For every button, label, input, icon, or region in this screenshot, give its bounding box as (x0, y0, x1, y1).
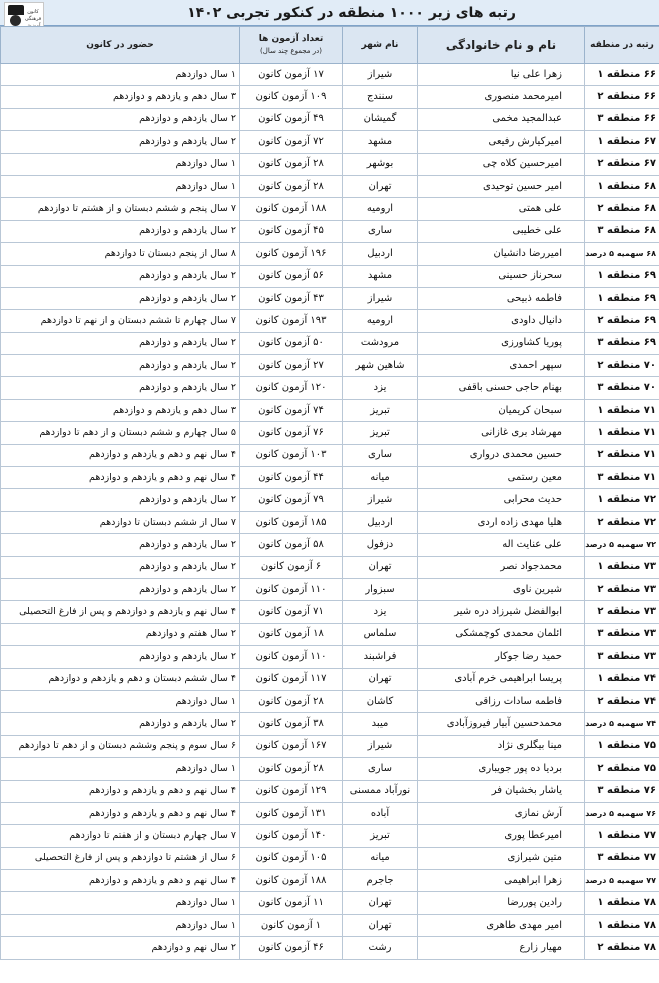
city-cell: کاشان (343, 690, 418, 712)
exams-cell: ۱۸ آزمون کانون (240, 623, 343, 645)
city-cell: فراشبند (343, 646, 418, 668)
table-row (1, 758, 659, 780)
rank-cell: ۶۶ منطقه ۲ (585, 86, 659, 108)
table-row (1, 467, 659, 489)
exams-cell: ۷۶ آزمون کانون (240, 422, 343, 444)
name-cell: عبدالمجید مخمی (418, 108, 585, 130)
rank-cell: ۶۹ منطقه ۱ (585, 287, 659, 309)
city-cell: سلماس (343, 623, 418, 645)
attendance-cell: ۳ سال دهم و یازدهم و دوازدهم (1, 86, 240, 108)
rank-cell: ۷۳ منطقه ۳ (585, 646, 659, 668)
table-row (1, 265, 659, 287)
rank-cell: ۶۶ منطقه ۳ (585, 108, 659, 130)
city-cell: مرودشت (343, 332, 418, 354)
city-cell: تهران (343, 914, 418, 936)
attendance-cell: ۲ سال یازدهم و دوازدهم (1, 287, 240, 309)
city-cell: ارومیه (343, 198, 418, 220)
attendance-cell: ۷ سال چهارم دبستان و از هفتم تا دوازدهم (1, 825, 240, 847)
exams-cell: ۱۴۰ آزمون کانون (240, 825, 343, 847)
city-cell: شاهین شهر (343, 355, 418, 377)
table-row (1, 623, 659, 645)
table-row (1, 914, 659, 936)
table-row (1, 310, 659, 332)
name-cell: علی همتی (418, 198, 585, 220)
city-cell: میبد (343, 713, 418, 735)
exams-cell: ۱۱۰ آزمون کانون (240, 578, 343, 600)
table-row (1, 489, 659, 511)
city-cell: شیراز (343, 64, 418, 86)
exams-cell: ۲۸ آزمون کانون (240, 153, 343, 175)
table-row (1, 422, 659, 444)
city-cell: تهران (343, 556, 418, 578)
rank-cell: ۷۲ منطقه ۱ (585, 489, 659, 511)
header-rank: رتبه در منطقه (585, 27, 659, 64)
rank-cell: ۶۸ منطقه ۲ (585, 198, 659, 220)
attendance-cell: ۶ سال سوم و پنجم وششم دبستان و از دهم تا دوازدهم (1, 735, 240, 757)
city-cell: تهران (343, 175, 418, 197)
city-cell: میانه (343, 467, 418, 489)
attendance-cell: ۶ سال از هشتم تا دوازدهم و پس از فارغ التحصیلی (1, 847, 240, 869)
header-exams-sub: (در مجموع چند سال) (260, 47, 322, 55)
exams-cell: ۱۰۵ آزمون کانون (240, 847, 343, 869)
name-cell: سپهر احمدی (418, 355, 585, 377)
name-cell: امیر مهدی طاهری (418, 914, 585, 936)
rank-cell: ۷۱ منطقه ۳ (585, 467, 659, 489)
city-cell: شیراز (343, 287, 418, 309)
exams-cell: ۴۹ آزمون کانون (240, 108, 343, 130)
attendance-cell: ۴ سال نهم و دهم و یازدهم و دوازدهم (1, 780, 240, 802)
city-cell: بوشهر (343, 153, 418, 175)
city-cell: سبزوار (343, 578, 418, 600)
exams-cell: ۱۰۳ آزمون کانون (240, 444, 343, 466)
rank-cell: ۶۸ منطقه ۱ (585, 175, 659, 197)
name-cell: حدیث محرابی (418, 489, 585, 511)
attendance-cell: ۲ سال یازدهم و دوازدهم (1, 108, 240, 130)
title-bar (0, 0, 659, 26)
table-row (1, 243, 659, 265)
attendance-cell: ۱ سال دوازدهم (1, 758, 240, 780)
city-cell: یزد (343, 377, 418, 399)
exams-cell: ۷۴ آزمون کانون (240, 399, 343, 421)
city-cell: ساری (343, 758, 418, 780)
attendance-cell: ۱ سال دوازدهم (1, 914, 240, 936)
rank-cell: ۶۷ منطقه ۲ (585, 153, 659, 175)
attendance-cell: ۲ سال یازدهم و دوازدهم (1, 131, 240, 153)
city-cell: ارومیه (343, 310, 418, 332)
attendance-cell: ۸ سال از پنجم دبستان تا دوازدهم (1, 243, 240, 265)
attendance-cell: ۲ سال یازدهم و دوازدهم (1, 265, 240, 287)
exams-cell: ۱۸۵ آزمون کانون (240, 511, 343, 533)
city-cell: دزفول (343, 534, 418, 556)
header-attendance: حضور در کانون (1, 27, 240, 64)
exams-cell: ۵۰ آزمون کانون (240, 332, 343, 354)
attendance-cell: ۷ سال پنجم و ششم دبستان و از هشتم تا دوازدهم (1, 198, 240, 220)
table-row (1, 131, 659, 153)
attendance-cell: ۴ سال ششم دبستان و دهم و یازدهم و دوازدهم (1, 668, 240, 690)
rank-cell: ۷۴ سهمیه ۵ درصد (585, 713, 659, 735)
city-cell: مشهد (343, 131, 418, 153)
attendance-cell: ۴ سال نهم و دهم و یازدهم و دوازدهم (1, 802, 240, 824)
table-row (1, 578, 659, 600)
table-row (1, 332, 659, 354)
exams-cell: ۱۳۱ آزمون کانون (240, 802, 343, 824)
exams-cell: ۵۸ آزمون کانون (240, 534, 343, 556)
attendance-cell: ۲ سال یازدهم و دوازدهم (1, 220, 240, 242)
city-cell: تهران (343, 668, 418, 690)
table-row (1, 287, 659, 309)
name-cell: زهرا ابراهیمی (418, 870, 585, 892)
city-cell: جاجرم (343, 870, 418, 892)
rank-cell: ۷۵ منطقه ۲ (585, 758, 659, 780)
exams-cell: ۴۶ آزمون کانون (240, 937, 343, 959)
exams-cell: ۱۹۶ آزمون کانون (240, 243, 343, 265)
name-cell: حمید رضا جوکار (418, 646, 585, 668)
table-row (1, 377, 659, 399)
rank-cell: ۷۳ منطقه ۳ (585, 623, 659, 645)
attendance-cell: ۲ سال نهم و دوازدهم (1, 937, 240, 959)
rank-cell: ۷۳ منطقه ۲ (585, 578, 659, 600)
page-title: رتبه های زیر ۱۰۰۰ منطقه در کنکور تجربی ۱۴۰۲ (187, 5, 516, 21)
header-exams (240, 27, 343, 64)
attendance-cell: ۱ سال دوازدهم (1, 153, 240, 175)
exams-cell: ۱۱ آزمون کانون (240, 892, 343, 914)
table-row (1, 175, 659, 197)
attendance-cell: ۳ سال دهم و یازدهم و دوازدهم (1, 399, 240, 421)
name-cell: متین شیرازی (418, 847, 585, 869)
name-cell: سحرناز حسینی (418, 265, 585, 287)
name-cell: محمدجواد نصر (418, 556, 585, 578)
exams-cell: ۱۸۸ آزمون کانون (240, 198, 343, 220)
name-cell: شیرین ناوی (418, 578, 585, 600)
table-row (1, 870, 659, 892)
rank-cell: ۷۳ منطقه ۱ (585, 556, 659, 578)
table-row (1, 713, 659, 735)
table-row (1, 690, 659, 712)
exams-cell: ۱۱۷ آزمون کانون (240, 668, 343, 690)
name-cell: هلیا مهدی زاده اردی (418, 511, 585, 533)
rank-cell: ۶۹ منطقه ۲ (585, 310, 659, 332)
attendance-cell: ۱ سال دوازدهم (1, 175, 240, 197)
rank-cell: ۷۲ منطقه ۲ (585, 511, 659, 533)
table-row (1, 780, 659, 802)
table-row (1, 534, 659, 556)
rank-cell: ۷۱ منطقه ۲ (585, 444, 659, 466)
attendance-cell: ۲ سال یازدهم و دوازدهم (1, 355, 240, 377)
table-row (1, 444, 659, 466)
city-cell: شیراز (343, 735, 418, 757)
name-cell: امیر حسین توحیدی (418, 175, 585, 197)
city-cell: شیراز (343, 489, 418, 511)
exams-cell: ۲۷ آزمون کانون (240, 355, 343, 377)
city-cell: تبریز (343, 422, 418, 444)
table-row (1, 601, 659, 623)
name-cell: دانیال داودی (418, 310, 585, 332)
exams-cell: ۱۰۹ آزمون کانون (240, 86, 343, 108)
exams-cell: ۱ آزمون کانون (240, 914, 343, 936)
exams-cell: ۷۹ آزمون کانون (240, 489, 343, 511)
city-cell: ساری (343, 220, 418, 242)
exams-cell: ۱۶۷ آزمون کانون (240, 735, 343, 757)
rank-cell: ۶۹ منطقه ۱ (585, 265, 659, 287)
header-city: نام شهر (343, 27, 418, 64)
city-cell: ساری (343, 444, 418, 466)
exams-cell: ۷۲ آزمون کانون (240, 131, 343, 153)
table-row (1, 937, 659, 959)
exams-cell: ۴۴ آزمون کانون (240, 467, 343, 489)
table-row (1, 825, 659, 847)
rank-cell: ۷۴ منطقه ۲ (585, 690, 659, 712)
table-header-row (1, 27, 659, 64)
exams-cell: ۴۳ آزمون کانون (240, 287, 343, 309)
name-cell: پریسا ابراهیمی خرم آبادی (418, 668, 585, 690)
city-cell: اردبیل (343, 511, 418, 533)
results-table (0, 26, 659, 960)
exams-cell: ۲۸ آزمون کانون (240, 690, 343, 712)
exams-cell: ۱۷ آزمون کانون (240, 64, 343, 86)
name-cell: محمدحسین آبیار فیروزآبادی (418, 713, 585, 735)
table-row (1, 86, 659, 108)
attendance-cell: ۲ سال یازدهم و دوازدهم (1, 534, 240, 556)
logo-text: کانون فرهنگی (24, 9, 42, 22)
city-cell: یزد (343, 601, 418, 623)
attendance-cell: ۱ سال دوازدهم (1, 690, 240, 712)
name-cell: علی خطیبی (418, 220, 585, 242)
graduation-cap-icon (8, 5, 24, 15)
name-cell: ائلمان محمدی کوچمشکی (418, 623, 585, 645)
rank-cell: ۷۲ سهمیه ۵ درصد (585, 534, 659, 556)
city-cell: نورآباد ممسنی (343, 780, 418, 802)
attendance-cell: ۷ سال چهارم تا ششم دبستان و از نهم تا دوازدهم (1, 310, 240, 332)
exams-cell: ۳۸ آزمون کانون (240, 713, 343, 735)
attendance-cell: ۵ سال چهارم و ششم دبستان و از دهم تا دوازدهم (1, 422, 240, 444)
table-row (1, 198, 659, 220)
table-row (1, 153, 659, 175)
table-row (1, 399, 659, 421)
attendance-cell: ۷ سال از ششم دبستان تا دوازدهم (1, 511, 240, 533)
city-cell: آباده (343, 802, 418, 824)
rank-cell: ۶۶ منطقه ۱ (585, 64, 659, 86)
name-cell: امیرمحمد منصوری (418, 86, 585, 108)
rank-cell: ۷۷ منطقه ۳ (585, 847, 659, 869)
rank-cell: ۷۰ منطقه ۳ (585, 377, 659, 399)
rank-cell: ۷۷ منطقه ۱ (585, 825, 659, 847)
exams-cell: ۷۱ آزمون کانون (240, 601, 343, 623)
rank-cell: ۷۱ منطقه ۱ (585, 422, 659, 444)
table-row (1, 802, 659, 824)
attendance-cell: ۴ سال نهم و دهم و یازدهم و دوازدهم (1, 467, 240, 489)
rank-cell: ۷۰ منطقه ۲ (585, 355, 659, 377)
attendance-cell: ۱ سال دوازدهم (1, 892, 240, 914)
attendance-cell: ۲ سال یازدهم و دوازدهم (1, 377, 240, 399)
attendance-cell: ۱ سال دوازدهم (1, 64, 240, 86)
city-cell: میانه (343, 847, 418, 869)
table-row (1, 892, 659, 914)
table-row (1, 668, 659, 690)
table-row (1, 646, 659, 668)
name-cell: فاطمه ذبیحی (418, 287, 585, 309)
exams-cell: ۱۹۳ آزمون کانون (240, 310, 343, 332)
table-row (1, 64, 659, 86)
attendance-cell: ۲ سال یازدهم و دوازدهم (1, 556, 240, 578)
name-cell: بهنام حاجی حسنی باقفی (418, 377, 585, 399)
rank-cell: ۷۳ منطقه ۲ (585, 601, 659, 623)
rank-cell: ۷۸ منطقه ۲ (585, 937, 659, 959)
name-cell: یاشار بخشیان فر (418, 780, 585, 802)
rank-cell: ۷۵ منطقه ۱ (585, 735, 659, 757)
attendance-cell: ۲ سال یازدهم و دوازدهم (1, 332, 240, 354)
exams-cell: ۴۵ آزمون کانون (240, 220, 343, 242)
exams-cell: ۵۶ آزمون کانون (240, 265, 343, 287)
rank-cell: ۷۸ منطقه ۱ (585, 914, 659, 936)
exams-cell: ۱۲۹ آزمون کانون (240, 780, 343, 802)
rank-cell: ۷۶ منطقه ۳ (585, 780, 659, 802)
city-cell: تهران (343, 892, 418, 914)
table-body (1, 64, 659, 960)
table-row (1, 220, 659, 242)
name-cell: مینا بیگلری نژاد (418, 735, 585, 757)
person-head-icon (10, 15, 21, 26)
rank-cell: ۶۸ منطقه ۳ (585, 220, 659, 242)
name-cell: حسین محمدی درواری (418, 444, 585, 466)
attendance-cell: ۴ سال نهم و یازدهم و دوازدهم و پس از فارغ التحصیلی (1, 601, 240, 623)
name-cell: زهرا علی نیا (418, 64, 585, 86)
name-cell: امیرکیارش رفیعی (418, 131, 585, 153)
rank-cell: ۷۶ سهمیه ۵ درصد (585, 802, 659, 824)
table-row (1, 108, 659, 130)
city-cell: تبریز (343, 399, 418, 421)
exams-cell: ۲۸ آزمون کانون (240, 758, 343, 780)
rank-cell: ۶۸ سهمیه ۵ درصد (585, 243, 659, 265)
exams-cell: ۶ آزمون کانون (240, 556, 343, 578)
rank-cell: ۷۷ سهمیه ۵ درصد (585, 870, 659, 892)
table-row (1, 847, 659, 869)
city-cell: مشهد (343, 265, 418, 287)
attendance-cell: ۴ سال نهم و دهم و یازدهم و دوازدهم (1, 870, 240, 892)
city-cell: تبریز (343, 825, 418, 847)
city-cell: رشت (343, 937, 418, 959)
name-cell: امیرحسین کلاه چی (418, 153, 585, 175)
name-cell: امیرعطا پوری (418, 825, 585, 847)
header-name: نام و نام خانوادگی (418, 27, 585, 64)
exams-cell: ۲۸ آزمون کانون (240, 175, 343, 197)
name-cell: رادین پوررضا (418, 892, 585, 914)
name-cell: ابوالفضل شیرزاد دره شیر (418, 601, 585, 623)
name-cell: علی عنایت اله (418, 534, 585, 556)
rank-cell: ۷۴ منطقه ۱ (585, 668, 659, 690)
attendance-cell: ۲ سال یازدهم و دوازدهم (1, 713, 240, 735)
name-cell: مهرشاد بری غازانی (418, 422, 585, 444)
exams-cell: ۱۲۰ آزمون کانون (240, 377, 343, 399)
attendance-cell: ۲ سال یازدهم و دوازدهم (1, 578, 240, 600)
table-row (1, 735, 659, 757)
attendance-cell: ۴ سال نهم و دهم و یازدهم و دوازدهم (1, 444, 240, 466)
header-exams-label: تعداد آزمون ها (258, 34, 324, 44)
city-cell: اردبیل (343, 243, 418, 265)
name-cell: پوریا کشاورزی (418, 332, 585, 354)
attendance-cell: ۲ سال یازدهم و دوازدهم (1, 489, 240, 511)
attendance-cell: ۲ سال هفتم و دوازدهم (1, 623, 240, 645)
exams-cell: ۱۸۸ آزمون کانون (240, 870, 343, 892)
table-row (1, 355, 659, 377)
rank-cell: ۷۱ منطقه ۱ (585, 399, 659, 421)
rank-cell: ۶۷ منطقه ۱ (585, 131, 659, 153)
rank-cell: ۶۹ منطقه ۳ (585, 332, 659, 354)
name-cell: معین رستمی (418, 467, 585, 489)
table-row (1, 556, 659, 578)
name-cell: بردیا ده پور جویباری (418, 758, 585, 780)
rank-cell: ۷۸ منطقه ۱ (585, 892, 659, 914)
table-row (1, 511, 659, 533)
name-cell: فاطمه سادات رزاقی (418, 690, 585, 712)
city-cell: گمیشان (343, 108, 418, 130)
name-cell: آرش نمازی (418, 802, 585, 824)
exams-cell: ۱۱۰ آزمون کانون (240, 646, 343, 668)
attendance-cell: ۲ سال یازدهم و دوازدهم (1, 646, 240, 668)
name-cell: امیررضا دانشیان (418, 243, 585, 265)
city-cell: سنندج (343, 86, 418, 108)
name-cell: مهیار زارع (418, 937, 585, 959)
name-cell: سبحان کریمیان (418, 399, 585, 421)
